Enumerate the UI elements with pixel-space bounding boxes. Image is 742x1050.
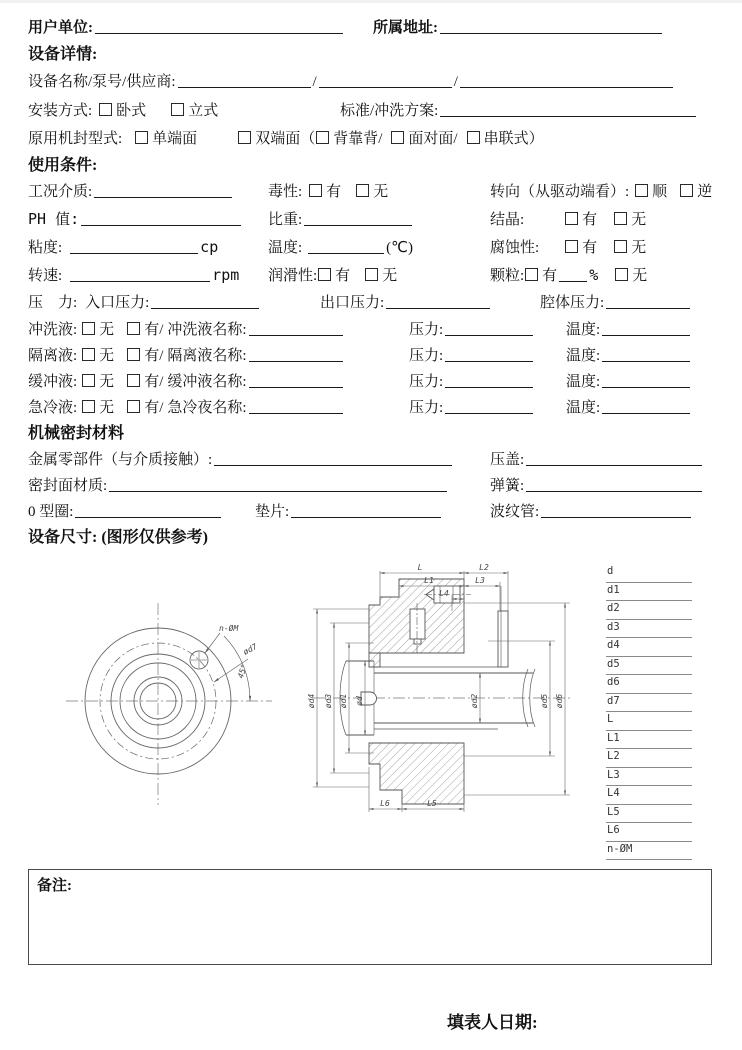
crystal-yes-checkbox[interactable] <box>565 212 578 225</box>
bolt-hole-label: n-ØM <box>219 624 239 633</box>
yes-label: 有 <box>542 268 558 284</box>
gland-field[interactable] <box>526 453 702 466</box>
dim-table-row[interactable] <box>606 694 692 713</box>
flush-pressure-field[interactable] <box>445 323 533 336</box>
quench-pressure-field[interactable] <box>445 401 533 414</box>
yes-label: 有 <box>582 212 598 228</box>
dim-L5: L5 <box>427 799 437 808</box>
bellows-field[interactable] <box>541 505 691 518</box>
address-field[interactable] <box>440 21 662 34</box>
quench-liquid-name-field[interactable] <box>249 401 343 414</box>
dim-table-row[interactable] <box>606 583 692 602</box>
speed-row <box>28 262 712 290</box>
dim-L4: L4 <box>439 589 449 598</box>
yes-label: 有 <box>335 268 351 284</box>
angle-label: 45° <box>236 662 250 680</box>
buffer-yes-checkbox[interactable] <box>127 374 140 387</box>
sg-field[interactable] <box>304 213 412 226</box>
dimensions-section-title: 设备尺寸: (图形仅供参考) <box>28 529 208 546</box>
speed-field[interactable] <box>70 269 210 282</box>
dim-table-label: L2 <box>607 750 620 762</box>
dim-L6: L6 <box>380 799 390 808</box>
oring-field[interactable] <box>75 505 221 518</box>
liquid-name-label: 缓冲液名称: <box>167 374 247 390</box>
slash: / <box>453 74 458 90</box>
dim-table-label: d4 <box>607 639 620 651</box>
no-label: 无 <box>631 212 647 228</box>
dim-table-label: L6 <box>607 824 620 836</box>
liquid-temp-label: 温度: <box>566 374 601 390</box>
inlet-pressure-label: 入口压力: <box>85 295 150 311</box>
inlet-pressure-field[interactable] <box>151 296 259 309</box>
dim-table-row[interactable] <box>606 805 692 824</box>
notes-label: 备注: <box>37 878 72 894</box>
yes-label: 有/ <box>144 348 164 364</box>
gasket-field[interactable] <box>291 505 441 518</box>
dim-table-row[interactable] <box>606 823 692 842</box>
device-name-field[interactable] <box>178 75 311 88</box>
medium-label: 工况介质: <box>28 184 93 200</box>
bolt-circle-dia-label: ød7 <box>241 642 259 657</box>
dim-table-row[interactable] <box>606 842 692 861</box>
pressure-row <box>28 290 712 317</box>
liquid-pressure-label: 压力: <box>409 348 444 364</box>
yes-label: 有/ <box>144 322 164 338</box>
flush-temp-field[interactable] <box>602 323 690 336</box>
corrosive-no-checkbox[interactable] <box>614 240 627 253</box>
dim-d1: ød1 <box>339 693 348 709</box>
dim-table-row[interactable] <box>606 731 692 750</box>
dim-table-label: L4 <box>607 787 620 799</box>
particle-pct-field[interactable] <box>559 269 587 282</box>
dim-table-row[interactable] <box>606 786 692 805</box>
device-section-title: 设备详情: <box>28 46 98 63</box>
quench-no-checkbox[interactable] <box>82 400 95 413</box>
no-label: 无 <box>99 322 115 338</box>
spring-field[interactable] <box>526 479 702 492</box>
no-label: 无 <box>99 400 115 416</box>
no-label: 无 <box>99 348 115 364</box>
notes-box[interactable] <box>28 869 712 965</box>
rotation-label: 转向（从驱动端看）: <box>490 184 630 200</box>
dim-table-row[interactable] <box>606 601 692 620</box>
liquid-temp-label: 温度: <box>566 400 601 416</box>
barrier-liquid-name-field[interactable] <box>249 349 343 362</box>
metal-parts-label: 金属零部件（与介质接触）: <box>28 452 213 468</box>
ccw-label: 逆 <box>697 184 713 200</box>
barrier-liquid-row <box>28 343 712 369</box>
rotation-cw-checkbox[interactable] <box>635 184 648 197</box>
dim-table-row[interactable] <box>606 620 692 639</box>
oring-row <box>28 499 712 525</box>
temp-field[interactable] <box>308 241 384 254</box>
dim-table-label: n-ØM <box>607 842 633 855</box>
install-horizontal-label: 卧式 <box>116 103 147 119</box>
double-face-label: 双端面 <box>255 131 301 147</box>
particle-yes-checkbox[interactable] <box>525 268 538 281</box>
temp-unit: (℃) <box>386 240 414 256</box>
corrosive-yes-checkbox[interactable] <box>565 240 578 253</box>
dim-table-row[interactable] <box>606 675 692 694</box>
seal-face-label: 密封面材质: <box>28 478 108 494</box>
quench-yes-checkbox[interactable] <box>127 400 140 413</box>
toxic-no-checkbox[interactable] <box>356 184 369 197</box>
dim-L2: L2 <box>479 563 489 572</box>
corrosive-label: 腐蚀性: <box>490 240 540 256</box>
single-face-checkbox[interactable] <box>135 131 148 144</box>
yes-label: 有 <box>582 240 598 256</box>
crystal-no-checkbox[interactable] <box>614 212 627 225</box>
dim-table-label: d1 <box>607 583 620 596</box>
bellows-label: 波纹管: <box>490 504 540 520</box>
materials-section-title: 机械密封材料 <box>28 425 125 442</box>
paren-open: （ <box>300 131 316 147</box>
tandem-label: 串联式 <box>483 131 529 147</box>
lubricity-label: 润滑性: <box>268 268 318 284</box>
flush-yes-checkbox[interactable] <box>127 322 140 335</box>
buffer-temp-field[interactable] <box>602 375 690 388</box>
yes-label: 有/ <box>144 400 164 416</box>
dim-L: L <box>417 563 423 572</box>
face-to-face-label: 面对面/ <box>408 131 458 147</box>
flush-plan-label: 标准/冲洗方案: <box>340 103 439 119</box>
orig-seal-type-row <box>28 125 712 153</box>
dim-d5: ød5 <box>540 693 549 709</box>
outlet-pressure-field[interactable] <box>386 296 490 309</box>
liquid-temp-label: 温度: <box>566 348 601 364</box>
no-label: 无 <box>373 184 389 200</box>
dim-d: ød <box>355 696 364 706</box>
header-row <box>28 15 712 42</box>
lubricity-yes-checkbox[interactable] <box>318 268 331 281</box>
gland-label: 压盖: <box>490 452 525 468</box>
install-label: 安装方式: <box>28 103 93 119</box>
footer-row <box>447 1011 712 1035</box>
seal-face-row <box>28 473 712 499</box>
double-face-checkbox[interactable] <box>238 131 251 144</box>
equipment-drawing-area <box>28 553 712 865</box>
dim-table-label: L1 <box>607 731 620 744</box>
dim-table-label: L3 <box>607 768 620 781</box>
pump-no-field[interactable] <box>319 75 452 88</box>
face-to-face-checkbox[interactable] <box>391 131 404 144</box>
barrier-temp-field[interactable] <box>602 349 690 362</box>
filler-date-label: 填表人日期: <box>447 1013 538 1032</box>
paren-close: ） <box>528 131 544 147</box>
slash: / <box>312 74 317 90</box>
dim-table-label: d3 <box>607 620 620 633</box>
lubricity-no-checkbox[interactable] <box>365 268 378 281</box>
quench-liquid-row <box>28 395 712 421</box>
back-to-back-label: 背靠背/ <box>333 131 383 147</box>
medium-field[interactable] <box>94 185 232 198</box>
outlet-pressure-label: 出口压力: <box>320 295 385 311</box>
liquid-name-label: 隔离液名称: <box>167 348 247 364</box>
dim-d4: ød4 <box>307 693 316 709</box>
liquid-pressure-label: 压力: <box>409 322 444 338</box>
dim-d2: ød2 <box>470 693 479 709</box>
liquid-pressure-label: 压力: <box>409 400 444 416</box>
front-view <box>66 603 272 805</box>
rotation-ccw-checkbox[interactable] <box>680 184 693 197</box>
device-name-label: 设备名称/泵号/供应商: <box>28 74 176 90</box>
liquid-name-label: 急冷夜名称: <box>167 400 247 416</box>
install-vertical-checkbox[interactable] <box>171 103 184 116</box>
section-view <box>313 579 573 804</box>
pressure-label: 压 力: <box>28 295 78 311</box>
barrier-yes-checkbox[interactable] <box>127 348 140 361</box>
dim-table-label: d7 <box>607 694 620 707</box>
dim-table-label: d5 <box>607 657 620 670</box>
speed-label: 转速: <box>28 268 63 284</box>
chamber-pressure-label: 腔体压力: <box>540 295 605 311</box>
yes-label: 有 <box>326 184 342 200</box>
dim-table-label: d6 <box>607 676 620 688</box>
ph-label: PH 值: <box>28 210 80 228</box>
buffer-liquid-name-field[interactable] <box>249 375 343 388</box>
oring-label: 0 型圈: <box>28 504 74 520</box>
no-label: 无 <box>631 240 647 256</box>
particle-pct-unit: % <box>589 266 599 284</box>
viscosity-unit: cp <box>200 238 219 256</box>
dim-table-label: d <box>607 565 614 577</box>
supplier-field[interactable] <box>460 75 673 88</box>
viscosity-label: 粘度: <box>28 240 63 256</box>
install-vertical-label: 立式 <box>188 103 219 119</box>
medium-row <box>28 179 712 206</box>
cw-label: 顺 <box>652 184 668 200</box>
dim-L1: L1 <box>424 576 434 585</box>
install-horizontal-checkbox[interactable] <box>99 103 112 116</box>
buffer-liquid-row <box>28 369 712 395</box>
liquid-label: 缓冲液: <box>28 374 78 390</box>
dim-table-row[interactable] <box>606 564 692 583</box>
metal-parts-field[interactable] <box>214 453 452 466</box>
viscosity-row <box>28 234 712 262</box>
flush-no-checkbox[interactable] <box>82 322 95 335</box>
liquid-label: 隔离液: <box>28 348 78 364</box>
orig-seal-type-label: 原用机封型式: <box>28 131 123 147</box>
barrier-pressure-field[interactable] <box>445 349 533 362</box>
user-unit-field[interactable] <box>95 21 343 34</box>
dim-d6: ød6 <box>555 693 564 709</box>
no-label: 无 <box>632 268 648 284</box>
install-row <box>28 97 712 125</box>
toxicity-label: 毒性: <box>268 184 303 200</box>
dim-table-row[interactable] <box>606 712 692 731</box>
dim-L3: L3 <box>475 576 485 585</box>
liquid-name-label: 冲洗液名称: <box>167 322 247 338</box>
particle-label: 颗粒: <box>490 268 525 284</box>
temp-label: 温度: <box>268 240 303 256</box>
barrier-no-checkbox[interactable] <box>82 348 95 361</box>
seal-face-field[interactable] <box>109 479 447 492</box>
buffer-no-checkbox[interactable] <box>82 374 95 387</box>
liquid-label: 冲洗液: <box>28 322 78 338</box>
address-label: 所属地址: <box>373 20 438 36</box>
speed-unit: rpm <box>212 266 240 284</box>
ph-row <box>28 206 712 234</box>
yes-label: 有/ <box>144 374 164 390</box>
dim-d3: ød3 <box>324 693 333 709</box>
liquid-temp-label: 温度: <box>566 322 601 338</box>
single-face-label: 单端面 <box>152 131 198 147</box>
no-label: 无 <box>99 374 115 390</box>
dim-table-row[interactable] <box>606 749 692 768</box>
flush-plan-field[interactable] <box>440 104 696 117</box>
gasket-label: 垫片: <box>255 504 290 520</box>
chamber-pressure-field[interactable] <box>606 296 690 309</box>
flush-liquid-name-field[interactable] <box>249 323 343 336</box>
dim-table-label: L <box>607 713 614 725</box>
dim-table-row[interactable] <box>606 657 692 676</box>
dim-table-label: d2 <box>607 602 620 614</box>
liquid-label: 急冷液: <box>28 400 78 416</box>
user-unit-label: 用户单位: <box>28 20 93 36</box>
dim-table-row[interactable] <box>606 768 692 787</box>
crystal-label: 结晶: <box>490 212 525 228</box>
no-label: 无 <box>382 268 398 284</box>
ph-field[interactable] <box>81 213 241 226</box>
viscosity-field[interactable] <box>70 241 198 254</box>
dim-table-row[interactable] <box>606 638 692 657</box>
flush-liquid-row <box>28 317 712 343</box>
quench-temp-field[interactable] <box>602 401 690 414</box>
sg-label: 比重: <box>268 212 303 228</box>
dim-table-label: L5 <box>607 805 620 818</box>
buffer-pressure-field[interactable] <box>445 375 533 388</box>
dimension-table <box>606 564 692 860</box>
metal-parts-row <box>28 447 712 473</box>
spring-label: 弹簧: <box>490 478 525 494</box>
tandem-checkbox[interactable] <box>467 131 480 144</box>
back-to-back-checkbox[interactable] <box>316 131 329 144</box>
bolt-hole <box>190 651 208 669</box>
liquid-pressure-label: 压力: <box>409 374 444 390</box>
toxic-yes-checkbox[interactable] <box>309 184 322 197</box>
conditions-section-title: 使用条件: <box>28 157 98 174</box>
particle-no-checkbox[interactable] <box>615 268 628 281</box>
device-name-row <box>28 68 712 97</box>
